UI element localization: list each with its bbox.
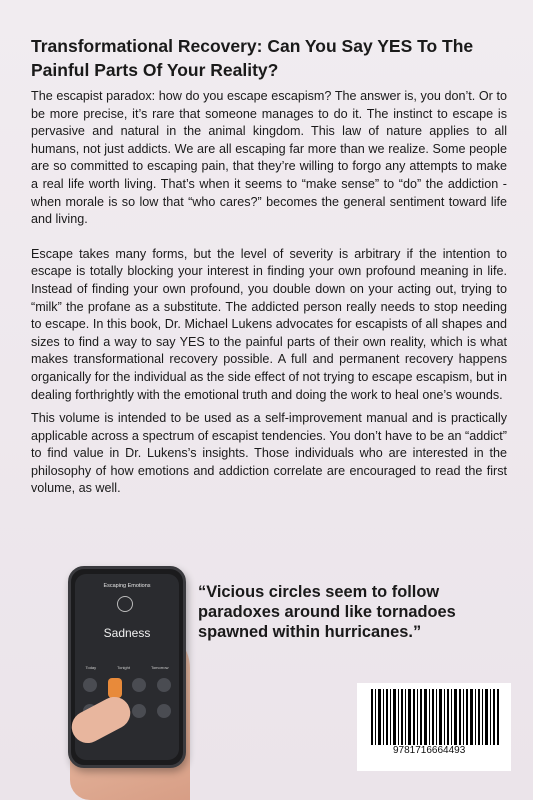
phone-tab-tonight: Tonight bbox=[117, 665, 130, 670]
blurb-paragraph-2: Escape takes many forms, but the level of severity is arbitrary if the intention to escape is totally blocking your interest in finding your own profound meaning in life. Instead of finding your own profound, you double down on your acting out, trying to “milk” the profane as a substitute. The addicted person really needs to stop needing to escape. In this book, Dr. Michael Lukens advocates for escapists of all shapes and sizes to find a way to say YES to the painful parts of their own reality, which is what makes transformational recovery possible. A full and permanent recovery happens organically for the individual as the side effect of not trying to escape escapism, but in dealing forthrightly with the emotional truth and doing the work to heal one’s wounds. bbox=[31, 246, 507, 402]
phone-button bbox=[157, 678, 171, 692]
barcode-bars bbox=[371, 689, 499, 745]
book-title bbox=[31, 34, 506, 82]
phone-button bbox=[83, 678, 97, 692]
pull-quote: “Vicious circles seem to follow paradoxes around like tornadoes spawned within hurricanes.” bbox=[198, 583, 456, 641]
clock-icon bbox=[117, 596, 133, 612]
isbn-number: 9781716664493 bbox=[393, 745, 466, 756]
phone-button bbox=[132, 704, 146, 718]
barcode bbox=[357, 683, 511, 771]
title-bold: Transformational Recovery: bbox=[31, 36, 263, 56]
title-rest: Can You Say YES To The Painful Parts Of Your Reality? bbox=[31, 36, 474, 80]
blurb-paragraph-1: The escapist paradox: how do you escape escapism? The answer is, you don’t. Or to be more precise, it’s rare that someone manages to do it. The instinct to escape is pervasive and natural in the animal kingdom. This law of nature applies to all humans, not just addicts. We are all escaping far more than we realize. Some people are so committed to escaping pain, that they’re willing to forgo any attempts to make a real life worth living. That’s when it seems to “make sense” to “do” the addiction - when morale is so low that “who cares?” becomes the general sentiment toward life and living. bbox=[31, 89, 507, 227]
blurb-paragraph-3: This volume is intended to be used as a self-improvement manual and is practically applicable across a spectrum of escapist tendencies. You don’t have to be an “addict” to find value in Dr. Lukens’s insights. Those individuals who are interested in the philosophy of how emotions and addiction correlate are encouraged to read the first volume, as well. bbox=[31, 411, 507, 496]
phone-button bbox=[132, 678, 146, 692]
phone-tabs bbox=[75, 665, 179, 670]
phone-tab-today: Today bbox=[85, 665, 97, 670]
phone-button bbox=[157, 704, 171, 718]
phone-tab-tomorrow: Tomorrow bbox=[150, 665, 169, 670]
phone-emotion-label: Sadness bbox=[103, 626, 151, 640]
phone-app-title: Escaping Emotions bbox=[103, 583, 151, 589]
blurb bbox=[31, 88, 507, 515]
phone-button-active bbox=[108, 678, 122, 698]
